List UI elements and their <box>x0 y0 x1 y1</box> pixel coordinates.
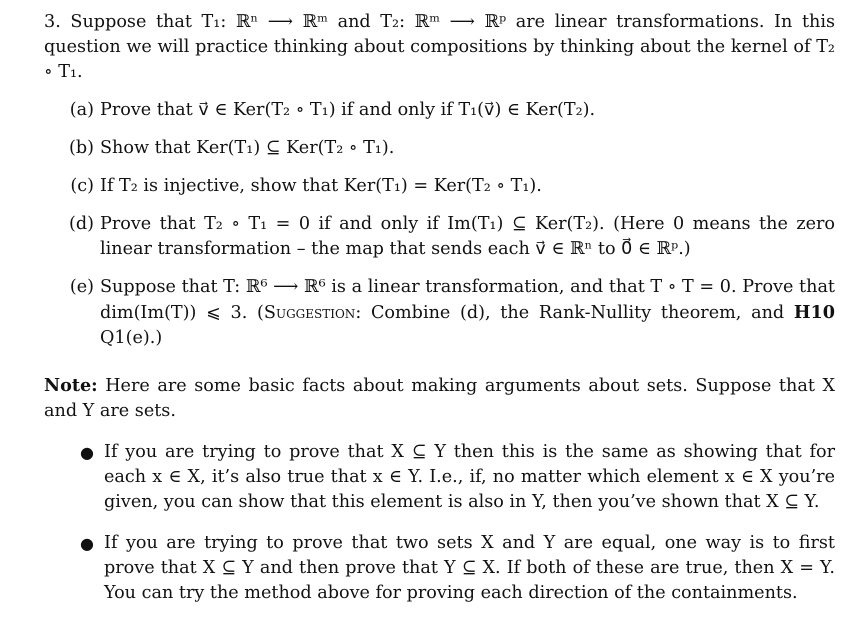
part-label: (d) <box>69 214 94 234</box>
part-text-before: Suppose that T: ℝ⁶ ⟶ ℝ⁶ is a linear transformation, and that T ∘ T = 0. Prove that dim(Im(T)) ⩽ 3. ( <box>100 277 835 323</box>
note-label: Note: <box>44 375 98 396</box>
bullet-text: If you are trying to prove that X ⊆ Y then this is the same as showing that for each x ∈ X, it’s also true that x ∈ Y. I.e., if, no matter which element x ∈ X you’re given, you can show that this element is also in Y, then you’ve shown that X ⊆ Y. <box>104 442 835 512</box>
part-text: Show that Ker(T₁) ⊆ Ker(T₂ ∘ T₁). <box>100 138 395 158</box>
bullet-dot-icon: ● <box>80 443 94 462</box>
part-text-middle: : Combine (d), the Rank-Nullity theorem, and <box>355 303 794 323</box>
question-part-a <box>44 98 835 123</box>
part-text: Prove that T₂ ∘ T₁ = 0 if and only if Im(T₁) ⊆ Ker(T₂). (Here 0 means the zero linear transformation – the map that sends each v⃗ ∈ ℝⁿ to 0⃗ ∈ ℝᵖ.) <box>100 214 835 259</box>
question-part-b <box>44 136 835 161</box>
homework-reference: H10 <box>793 302 835 323</box>
question-intro-text: Suppose that T₁: ℝⁿ ⟶ ℝᵐ and T₂: ℝᵐ ⟶ ℝᵖ are linear transformations. In this question we will practice thinking about compositions by thinking about the kernel of T₂ ∘ T₁. <box>44 12 836 82</box>
note-bullet <box>44 440 835 515</box>
part-label: (a) <box>69 100 94 120</box>
part-label: (e) <box>69 277 94 297</box>
part-text: If T₂ is injective, show that Ker(T₁) = Ker(T₂ ∘ T₁). <box>100 176 542 196</box>
part-label: (b) <box>69 138 94 158</box>
part-text: Prove that v⃗ ∈ Ker(T₂ ∘ T₁) if and only if T₁(v⃗) ∈ Ker(T₂). <box>100 100 596 120</box>
part-label: (c) <box>70 176 94 196</box>
question-intro <box>44 10 835 85</box>
question-part-e <box>44 275 835 351</box>
part-text <box>100 275 835 351</box>
question-part-d <box>44 212 835 262</box>
question-number: 3. <box>44 12 61 32</box>
suggestion-word: Suggestion <box>263 303 356 323</box>
question-part-c <box>44 174 835 199</box>
note-bullets-list <box>44 440 835 606</box>
note-paragraph <box>44 373 835 424</box>
bullet-text: If you are trying to prove that two sets X and Y are equal, one way is to first prove that X ⊆ Y and then prove that Y ⊆ X. If both of these are true, then X = Y. You can try the method above for proving each direction of the containments. <box>104 533 835 603</box>
note-text: Here are some basic facts about making arguments about sets. Suppose that X and Y are sets. <box>44 376 835 421</box>
bullet-dot-icon: ● <box>80 534 94 553</box>
part-text-after: Q1(e).) <box>100 328 163 348</box>
question-parts-list <box>44 98 835 351</box>
note-bullet <box>44 531 835 606</box>
